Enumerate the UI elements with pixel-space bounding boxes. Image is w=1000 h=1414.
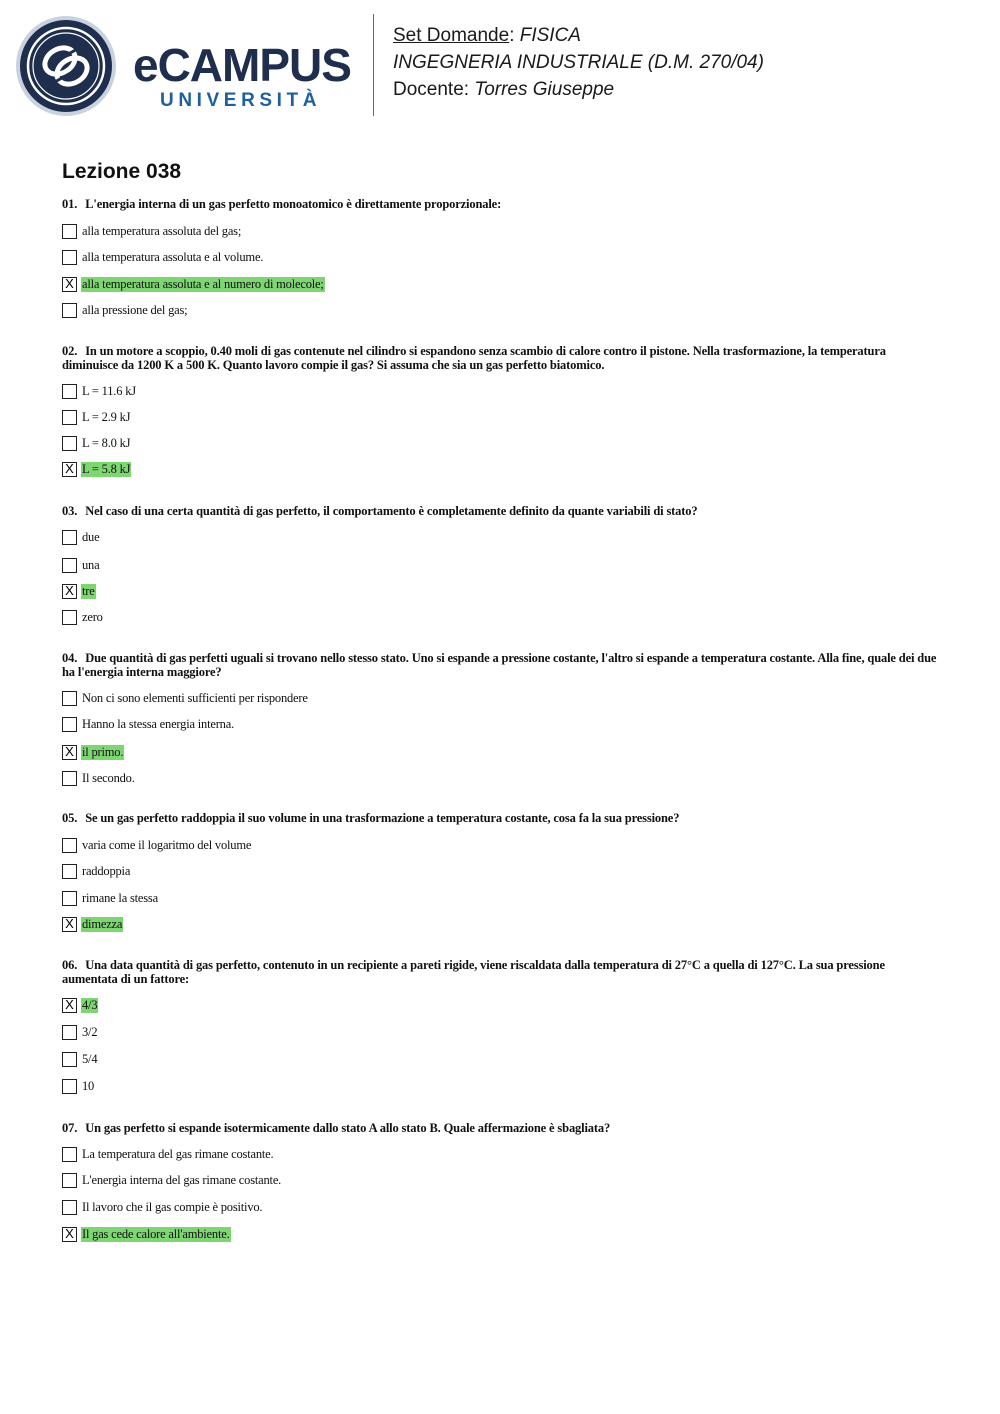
checkbox[interactable]	[62, 1025, 77, 1040]
checkbox[interactable]	[62, 1173, 77, 1188]
check-x-icon: X	[65, 582, 74, 598]
question-text: 04. Due quantità di gas perfetti uguali si trovano nello stesso stato. Uno si espande a pressione costante, l'altro si espande a temperatura costante. Alla fine, quale dei due ha l'energia interna maggiore?	[62, 651, 937, 679]
check-x-icon: X	[65, 996, 74, 1012]
answer-option[interactable]	[62, 302, 188, 318]
answer-option[interactable]	[62, 1051, 98, 1067]
option-label: L = 8.0 kJ	[82, 435, 131, 450]
checkbox[interactable]	[62, 410, 77, 425]
option-label: tre	[82, 583, 95, 598]
option-label: Il secondo.	[82, 770, 135, 785]
answer-option[interactable]	[62, 890, 159, 906]
checkbox[interactable]	[62, 1079, 77, 1094]
checkbox[interactable]	[62, 250, 77, 265]
question-block	[62, 811, 940, 931]
question-block	[62, 344, 940, 476]
question-number: 07.	[62, 1121, 78, 1135]
option-label: rimane la stessa	[82, 890, 158, 905]
header-divider	[373, 14, 374, 116]
answer-option[interactable]	[62, 409, 131, 425]
option-label: raddoppia	[82, 863, 131, 878]
checkbox-checked[interactable]	[62, 584, 77, 599]
answer-option[interactable]	[62, 837, 252, 853]
answer-option-correct[interactable]	[62, 1226, 231, 1242]
answer-option[interactable]	[62, 529, 100, 545]
checkbox[interactable]	[62, 303, 77, 318]
check-x-icon: X	[65, 915, 74, 931]
option-label: varia come il logaritmo del volume	[82, 837, 252, 852]
question-block	[62, 958, 940, 1093]
option-label: dimezza	[82, 916, 123, 931]
header-info	[393, 22, 764, 103]
option-label: 5/4	[82, 1051, 98, 1066]
option-label: alla temperatura assoluta e al volume.	[82, 249, 264, 264]
teacher-label: Docente	[393, 79, 464, 100]
option-label: il primo.	[82, 744, 124, 759]
set-label: Set Domande	[393, 25, 510, 46]
checkbox[interactable]	[62, 530, 77, 545]
question-block	[62, 651, 940, 785]
answer-option[interactable]	[62, 249, 264, 265]
answer-option[interactable]	[62, 1078, 95, 1094]
option-label: alla temperatura assoluta del gas;	[82, 223, 242, 238]
option-label: La temperatura del gas rimane costante.	[82, 1146, 274, 1161]
check-x-icon: X	[65, 460, 74, 476]
checkbox[interactable]	[62, 436, 77, 451]
question-number: 05.	[62, 811, 78, 825]
check-x-icon: X	[65, 1225, 74, 1241]
question-number: 04.	[62, 651, 78, 665]
answer-option-correct[interactable]	[62, 744, 124, 760]
checkbox[interactable]	[62, 717, 77, 732]
option-label: Il lavoro che il gas compie è positivo.	[82, 1199, 263, 1214]
answer-option[interactable]	[62, 1199, 263, 1215]
checkbox-checked[interactable]	[62, 998, 77, 1013]
option-label: due	[82, 529, 100, 544]
checkbox[interactable]	[62, 838, 77, 853]
question-text: 01. L'energia interna di un gas perfetto monoatomico è direttamente proporzionale:	[62, 197, 502, 211]
course: INGEGNERIA INDUSTRIALE (D.M. 270/04)	[393, 52, 764, 73]
answer-option[interactable]	[62, 1024, 98, 1040]
question-text: 06. Una data quantità di gas perfetto, contenuto in un recipiente a pareti rigide, viene riscaldata dalla temperatura di 27°C a quella di 127°C. La sua pressione aumentata di un fattore:	[62, 958, 885, 986]
answer-option[interactable]	[62, 690, 309, 706]
option-label: zero	[82, 609, 103, 624]
checkbox[interactable]	[62, 864, 77, 879]
question-text: 05. Se un gas perfetto raddoppia il suo volume in una trasformazione a temperatura costante, cosa fa la sua pressione?	[62, 811, 680, 825]
question-block	[62, 197, 940, 317]
question-text: 03. Nel caso di una certa quantità di gas perfetto, il comportamento è completamente definito da quante variabili di stato?	[62, 504, 698, 518]
option-label: L'energia interna del gas rimane costante.	[82, 1172, 282, 1187]
option-label: L = 5.8 kJ	[82, 461, 131, 476]
teacher-line: Docente: Torres Giuseppe	[393, 79, 615, 100]
question-number: 06.	[62, 958, 78, 972]
subject: FISICA	[519, 25, 581, 46]
checkbox[interactable]	[62, 384, 77, 399]
answer-option[interactable]	[62, 716, 235, 732]
option-label: 3/2	[82, 1024, 98, 1039]
answer-option-correct[interactable]	[62, 276, 325, 292]
university-logo-emblem	[15, 15, 117, 117]
option-label: alla temperatura assoluta e al numero di molecole;	[82, 276, 324, 291]
check-x-icon: X	[65, 743, 74, 759]
check-x-icon: X	[65, 275, 74, 291]
question-block	[62, 504, 940, 624]
checkbox-checked[interactable]	[62, 277, 77, 292]
checkbox[interactable]	[62, 891, 77, 906]
checkbox-checked[interactable]	[62, 917, 77, 932]
option-label: L = 11.6 kJ	[82, 383, 136, 398]
checkbox-checked[interactable]	[62, 1227, 77, 1242]
checkbox[interactable]	[62, 691, 77, 706]
question-number: 03.	[62, 504, 78, 518]
answer-option[interactable]	[62, 557, 100, 573]
question-block	[62, 1121, 940, 1241]
answer-option[interactable]	[62, 435, 131, 451]
option-label: L = 2.9 kJ	[82, 409, 131, 424]
checkbox[interactable]	[62, 1052, 77, 1067]
checkbox-checked[interactable]	[62, 745, 77, 760]
answer-option[interactable]	[62, 1172, 282, 1188]
option-label: Non ci sono elementi sufficienti per rispondere	[82, 690, 308, 705]
answer-option-correct[interactable]	[62, 997, 98, 1013]
checkbox-checked[interactable]	[62, 462, 77, 477]
logo-text: eCAMPUS	[133, 39, 351, 91]
checkbox[interactable]	[62, 224, 77, 239]
checkbox[interactable]	[62, 610, 77, 625]
answer-option[interactable]	[62, 223, 242, 239]
question-number: 01.	[62, 197, 78, 211]
answer-option[interactable]	[62, 770, 136, 786]
answer-option-correct[interactable]	[62, 583, 96, 599]
answer-option[interactable]	[62, 1146, 274, 1162]
option-label: una	[82, 557, 100, 572]
checkbox[interactable]	[62, 771, 77, 786]
checkbox[interactable]	[62, 1147, 77, 1162]
teacher-name: Torres Giuseppe	[474, 79, 615, 100]
answer-option[interactable]	[62, 383, 137, 399]
option-label: Hanno la stessa energia interna.	[82, 716, 234, 731]
set-line: Set Domande: FISICA	[393, 25, 581, 46]
answer-option-correct[interactable]	[62, 916, 123, 932]
checkbox[interactable]	[62, 1200, 77, 1215]
answer-option[interactable]	[62, 863, 131, 879]
answer-option[interactable]	[62, 609, 104, 625]
question-text: 07. Un gas perfetto si espande isotermicamente dallo stato A allo stato B. Quale affermazione è sbagliata?	[62, 1121, 611, 1135]
option-label: 10	[82, 1078, 95, 1093]
lesson-title: Lezione 038	[62, 160, 182, 183]
option-label: alla pressione del gas;	[82, 302, 188, 317]
university-wordmark	[133, 39, 355, 112]
question-number: 02.	[62, 344, 78, 358]
option-label: 4/3	[82, 997, 98, 1012]
answer-option-correct[interactable]	[62, 461, 131, 477]
option-label: Il gas cede calore all'ambiente.	[82, 1226, 230, 1241]
logo-subtext: UNIVERSITÀ	[160, 90, 322, 111]
checkbox[interactable]	[62, 558, 77, 573]
question-text: 02. In un motore a scoppio, 0.40 moli di gas contenute nel cilindro si espandono senza scambio di calore contro il pistone. Nella trasformazione, la temperatura diminuisce da 1200 K a 500 K. Quanto lavoro compie il gas? Si assuma che sia un gas perfetto biatomico.	[62, 344, 886, 372]
